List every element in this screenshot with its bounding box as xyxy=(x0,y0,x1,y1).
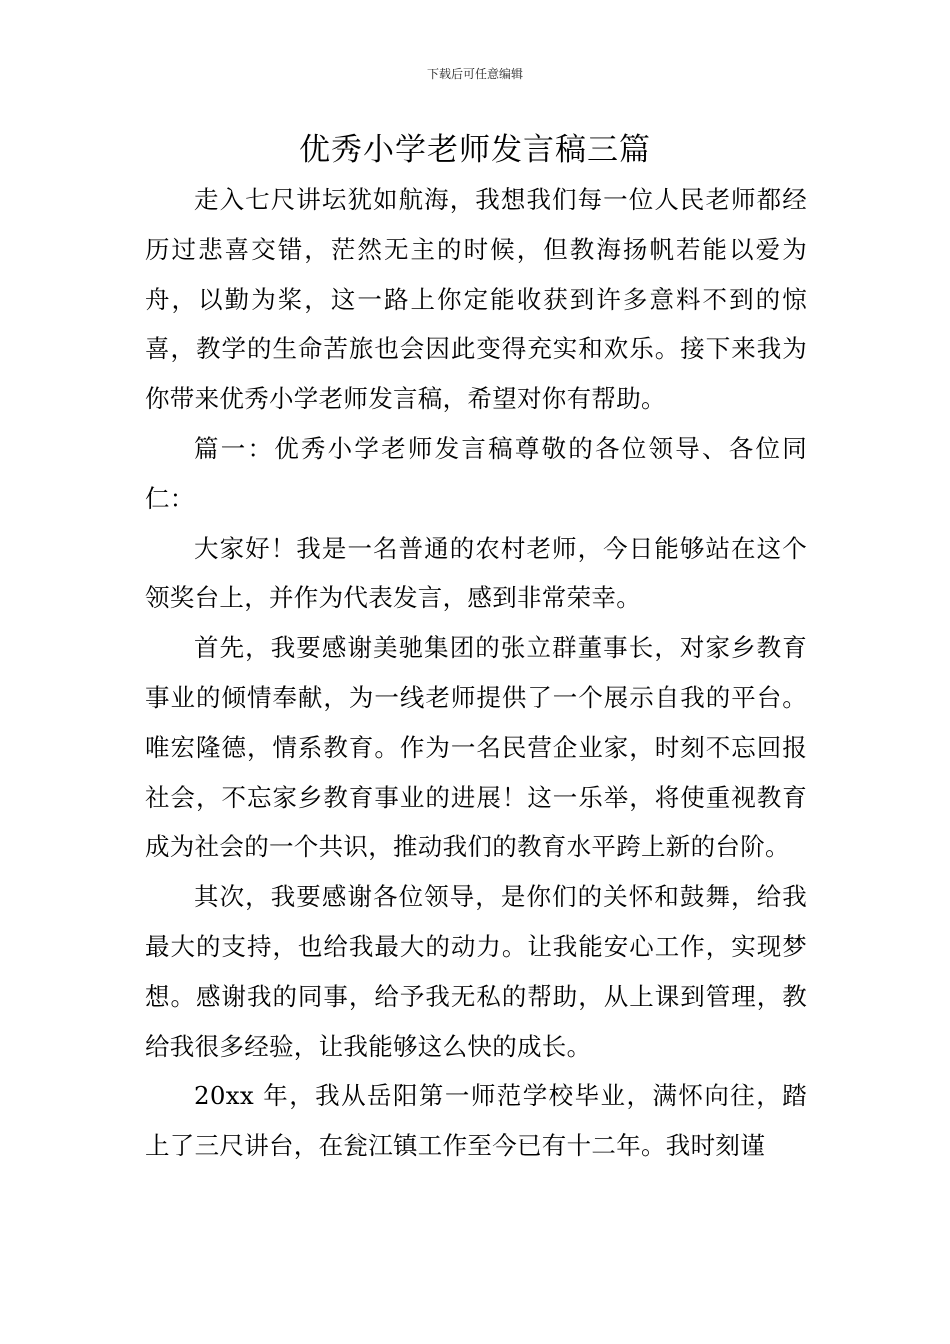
document-body xyxy=(145,175,807,1171)
document-title: 优秀小学老师发言稿三篇 xyxy=(299,132,651,168)
paragraph-thanks-chairman: 首先，我要感谢美驰集团的张立群董事长，对家乡教育事业的倾情奉献，为一线老师提供了一个展示自我的平台。唯宏隆德，情系教育。作为一名民营企业家，时刻不忘回报社会，不忘家乡教育事业的进展！这一乐举，将使重视教育成为社会的一个共识，推动我们的教育水平跨上新的台阶。 xyxy=(145,633,807,862)
paragraph-thanks-leaders: 其次，我要感谢各位领导，是你们的关怀和鼓舞，给我最大的支持，也给我最大的动力。让我能安心工作，实现梦想。感谢我的同事，给予我无私的帮助，从上课到管理，教给我很多经验，让我能够这么快的成长。 xyxy=(145,882,807,1061)
paragraph-greeting: 大家好！我是一名普通的农村老师，今日能够站在这个领奖台上，并作为代表发言，感到非常荣幸。 xyxy=(145,533,807,613)
header-note: 下载后可任意编辑 xyxy=(426,67,523,81)
paragraph-career: 20xx 年，我从岳阳第一师范学校毕业，满怀向往，踏上了三尺讲台，在瓮江镇工作至今已有十二年。我时刻谨 xyxy=(145,1081,807,1161)
paragraph-section-heading: 篇一：优秀小学老师发言稿尊敬的各位领导、各位同仁： xyxy=(145,433,807,513)
paragraph-intro: 走入七尺讲坛犹如航海，我想我们每一位人民老师都经历过悲喜交错，茫然无主的时候，但教海扬帆若能以爱为舟，以勤为桨，这一路上你定能收获到许多意料不到的惊喜，教学的生命苦旅也会因此变得充实和欢乐。接下来我为你带来优秀小学老师发言稿，希望对你有帮助。 xyxy=(145,185,807,414)
